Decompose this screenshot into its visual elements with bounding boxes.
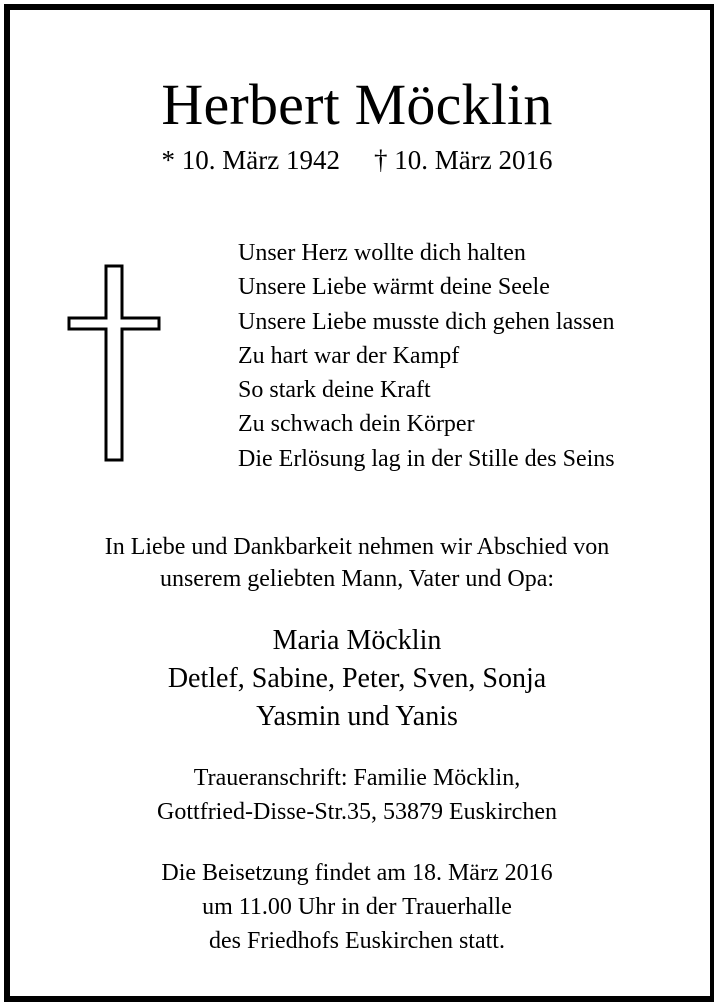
mourners-list — [0, 622, 714, 736]
death-date: † 10. März 2016 — [374, 145, 553, 175]
latin-cross-icon — [66, 264, 162, 462]
poem-line: Unser Herz wollte dich halten — [238, 240, 526, 266]
mourning-address — [0, 761, 714, 829]
farewell-line: unserem geliebten Mann, Vater und Opa: — [159, 566, 555, 592]
deceased-name: Herbert Möcklin — [161, 72, 553, 137]
poem — [238, 236, 615, 476]
poem-line: Unsere Liebe musste dich gehen lassen — [238, 308, 615, 335]
mourner-line: Detlef, Sabine, Peter, Sven, Sonja — [167, 663, 547, 694]
poem-line: Zu schwach dein Körper — [238, 411, 475, 438]
address-line: Traueranschrift: Familie Möcklin, — [193, 765, 521, 791]
poem-line: Die Erlösung lag in der Stille des Seins — [238, 445, 615, 472]
burial-line: des Friedhofs Euskirchen statt. — [209, 928, 505, 954]
burial-notice — [0, 856, 714, 958]
burial-line: Die Beisetzung findet am 18. März 2016 — [161, 860, 553, 886]
poem-line: Unsere Liebe wärmt deine Seele — [238, 274, 550, 301]
farewell-line: In Liebe und Dankbarkeit nehmen wir Abschied von — [104, 534, 610, 560]
mourner-line: Maria Möcklin — [272, 625, 442, 656]
farewell-text — [0, 531, 714, 595]
birth-date: * 10. März 1942 — [161, 145, 340, 175]
poem-line: Zu hart war der Kampf — [238, 342, 460, 369]
poem-line: So stark deine Kraft — [238, 377, 431, 404]
life-dates — [0, 142, 714, 178]
mourner-line: Yasmin und Yanis — [256, 701, 458, 732]
address-line: Gottfried-Disse-Str.35, 53879 Euskirchen — [157, 799, 557, 825]
burial-line: um 11.00 Uhr in der Trauerhalle — [202, 894, 512, 920]
